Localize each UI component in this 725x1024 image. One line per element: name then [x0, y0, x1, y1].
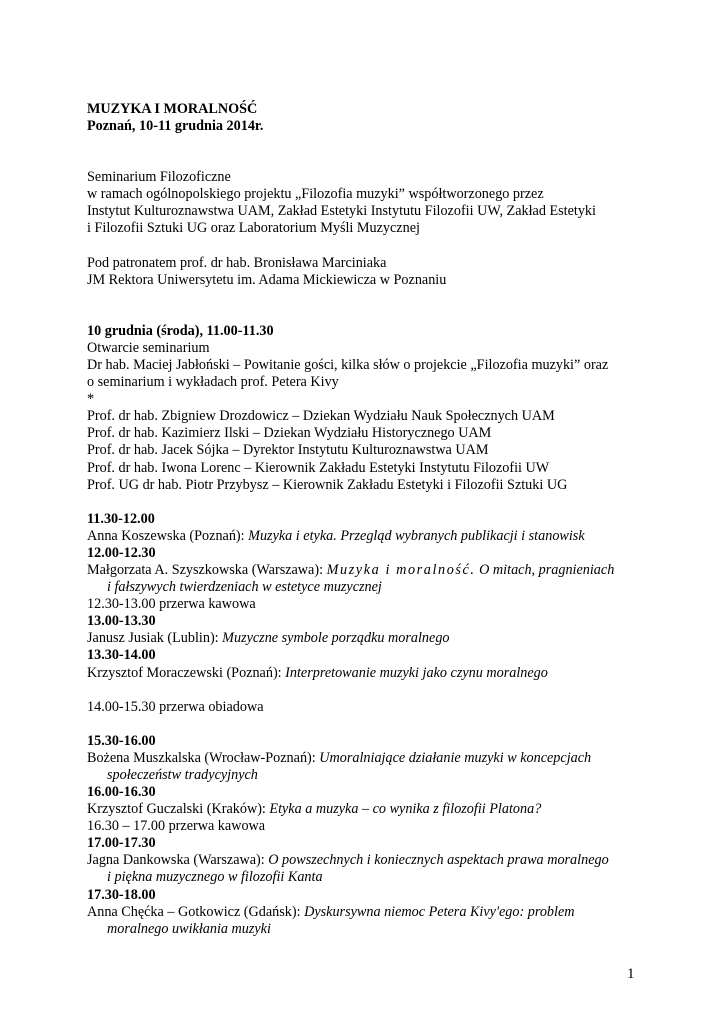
intro-line: w ramach ogólnopolskiego projektu „Filozofia muzyki” współtworzonego przez	[87, 186, 544, 203]
welcome-line: Dr hab. Maciej Jabłoński – Powitanie gości, kilka słów o projekcie „Filozofia muzyki” oraz	[87, 356, 609, 373]
intro-line: i Filozofii Sztuki UG oraz Laboratorium Myśli Muzycznej	[87, 220, 420, 237]
session-time: 11.30-12.00	[87, 510, 155, 527]
session-title: Muzyka i etyka. Przegląd wybranych publikacji i stanowisk	[248, 527, 585, 544]
session-speaker: Krzysztof Guczalski (Kraków):	[87, 801, 270, 818]
session-title: Interpretowanie muzyki jako czynu moralnego	[285, 664, 548, 681]
intro-line: Instytut Kulturoznawstwa UAM, Zakład Estetyki Instytutu Filozofii UW, Zakład Estetyki	[87, 203, 596, 220]
session-time: 13.30-14.00	[87, 647, 156, 664]
session-entry	[87, 630, 647, 647]
greeting-line: Prof. dr hab. Jacek Sójka – Dyrektor Instytutu Kulturoznawstwa UAM	[87, 442, 489, 459]
patronage-line: JM Rektora Uniwersytetu im. Adama Mickiewicza w Poznaniu	[87, 271, 447, 288]
session-speaker: Małgorzata A. Szyszkowska (Warszawa):	[87, 561, 327, 578]
coffee-break: 16.30 – 17.00 przerwa kawowa	[87, 818, 266, 835]
session-title: Umoralniające działanie muzyki w koncepcjach	[319, 749, 592, 766]
session-entry	[87, 852, 647, 869]
greeting-line: Prof. UG dr hab. Piotr Przybysz – Kierownik Zakładu Estetyki i Filozofii Sztuki UG	[87, 476, 568, 493]
event-place-date: Poznań, 10-11 grudnia 2014r.	[87, 118, 264, 135]
session-title: Etyka a muzyka – co wynika z filozofii Platona?	[269, 801, 542, 818]
session-speaker: Anna Chęćka – Gotkowicz (Gdańsk):	[87, 903, 305, 920]
lunch-break: 14.00-15.30 przerwa obiadowa	[87, 698, 264, 715]
session-speaker: Jagna Dankowska (Warszawa):	[87, 852, 269, 869]
day-heading: 10 grudnia (środa), 11.00-11.30	[87, 322, 274, 339]
intro-line: Seminarium Filozoficzne	[87, 169, 231, 186]
session-title: O powszechnych i koniecznych aspektach prawa moralnego	[268, 852, 609, 869]
page-number: 1	[627, 966, 635, 982]
session-entry	[87, 904, 647, 921]
session-entry	[87, 750, 647, 767]
session-title: Muzyczne symbole porządku moralnego	[222, 630, 450, 647]
coffee-break: 12.30-13.00 przerwa kawowa	[87, 596, 256, 613]
opening-label: Otwarcie seminarium	[87, 339, 210, 356]
greeting-line: Prof. dr hab. Zbigniew Drozdowicz – Dziekan Wydziału Nauk Społecznych UAM	[87, 408, 555, 425]
welcome-line: o seminarium i wykładach prof. Petera Kivy	[87, 374, 339, 391]
session-speaker: Janusz Jusiak (Lublin):	[87, 630, 223, 647]
session-entry	[87, 801, 647, 818]
session-title-continued: społeczeństw tradycyjnych	[107, 766, 258, 783]
patronage-line: Pod patronatem prof. dr hab. Bronisława Marciniaka	[87, 254, 387, 271]
document-title: MUZYKA I MORALNOŚĆ	[87, 101, 258, 117]
session-time: 13.00-13.30	[87, 613, 156, 630]
session-time: 17.30-18.00	[87, 886, 156, 903]
session-time: 16.00-16.30	[87, 784, 156, 800]
session-speaker: Bożena Muszkalska (Wrocław-Poznań):	[87, 749, 320, 766]
session-entry	[87, 528, 647, 545]
session-title-continued: i piękna muzycznego w filozofii Kanta	[107, 869, 323, 886]
session-time: 17.00-17.30	[87, 835, 156, 852]
session-entry	[87, 562, 647, 579]
session-title-continued: i fałszywych twierdzeniach w estetyce muzycznej	[107, 579, 382, 596]
session-title: Dyskursywna niemoc Petera Kivy'ego: problem	[304, 903, 575, 920]
session-time: 15.30-16.00	[87, 732, 156, 749]
session-speaker: Krzysztof Moraczewski (Poznań):	[87, 664, 286, 681]
session-title: O mitach, pragnieniach	[475, 561, 615, 578]
greeting-line: Prof. dr hab. Iwona Lorenc – Kierownik Zakładu Estetyki Instytutu Filozofii UW	[87, 459, 550, 476]
document-page	[87, 101, 647, 938]
session-title-continued: moralnego uwikłania muzyki	[107, 920, 271, 937]
session-title: Muzyka i moralność.	[326, 561, 476, 578]
session-entry	[87, 665, 647, 682]
greeting-line: Prof. dr hab. Kazimierz Ilski – Dziekan Wydziału Historycznego UAM	[87, 425, 492, 442]
session-speaker: Anna Koszewska (Poznań):	[87, 527, 249, 544]
separator-asterisk: *	[87, 391, 95, 408]
session-time: 12.00-12.30	[87, 544, 156, 561]
